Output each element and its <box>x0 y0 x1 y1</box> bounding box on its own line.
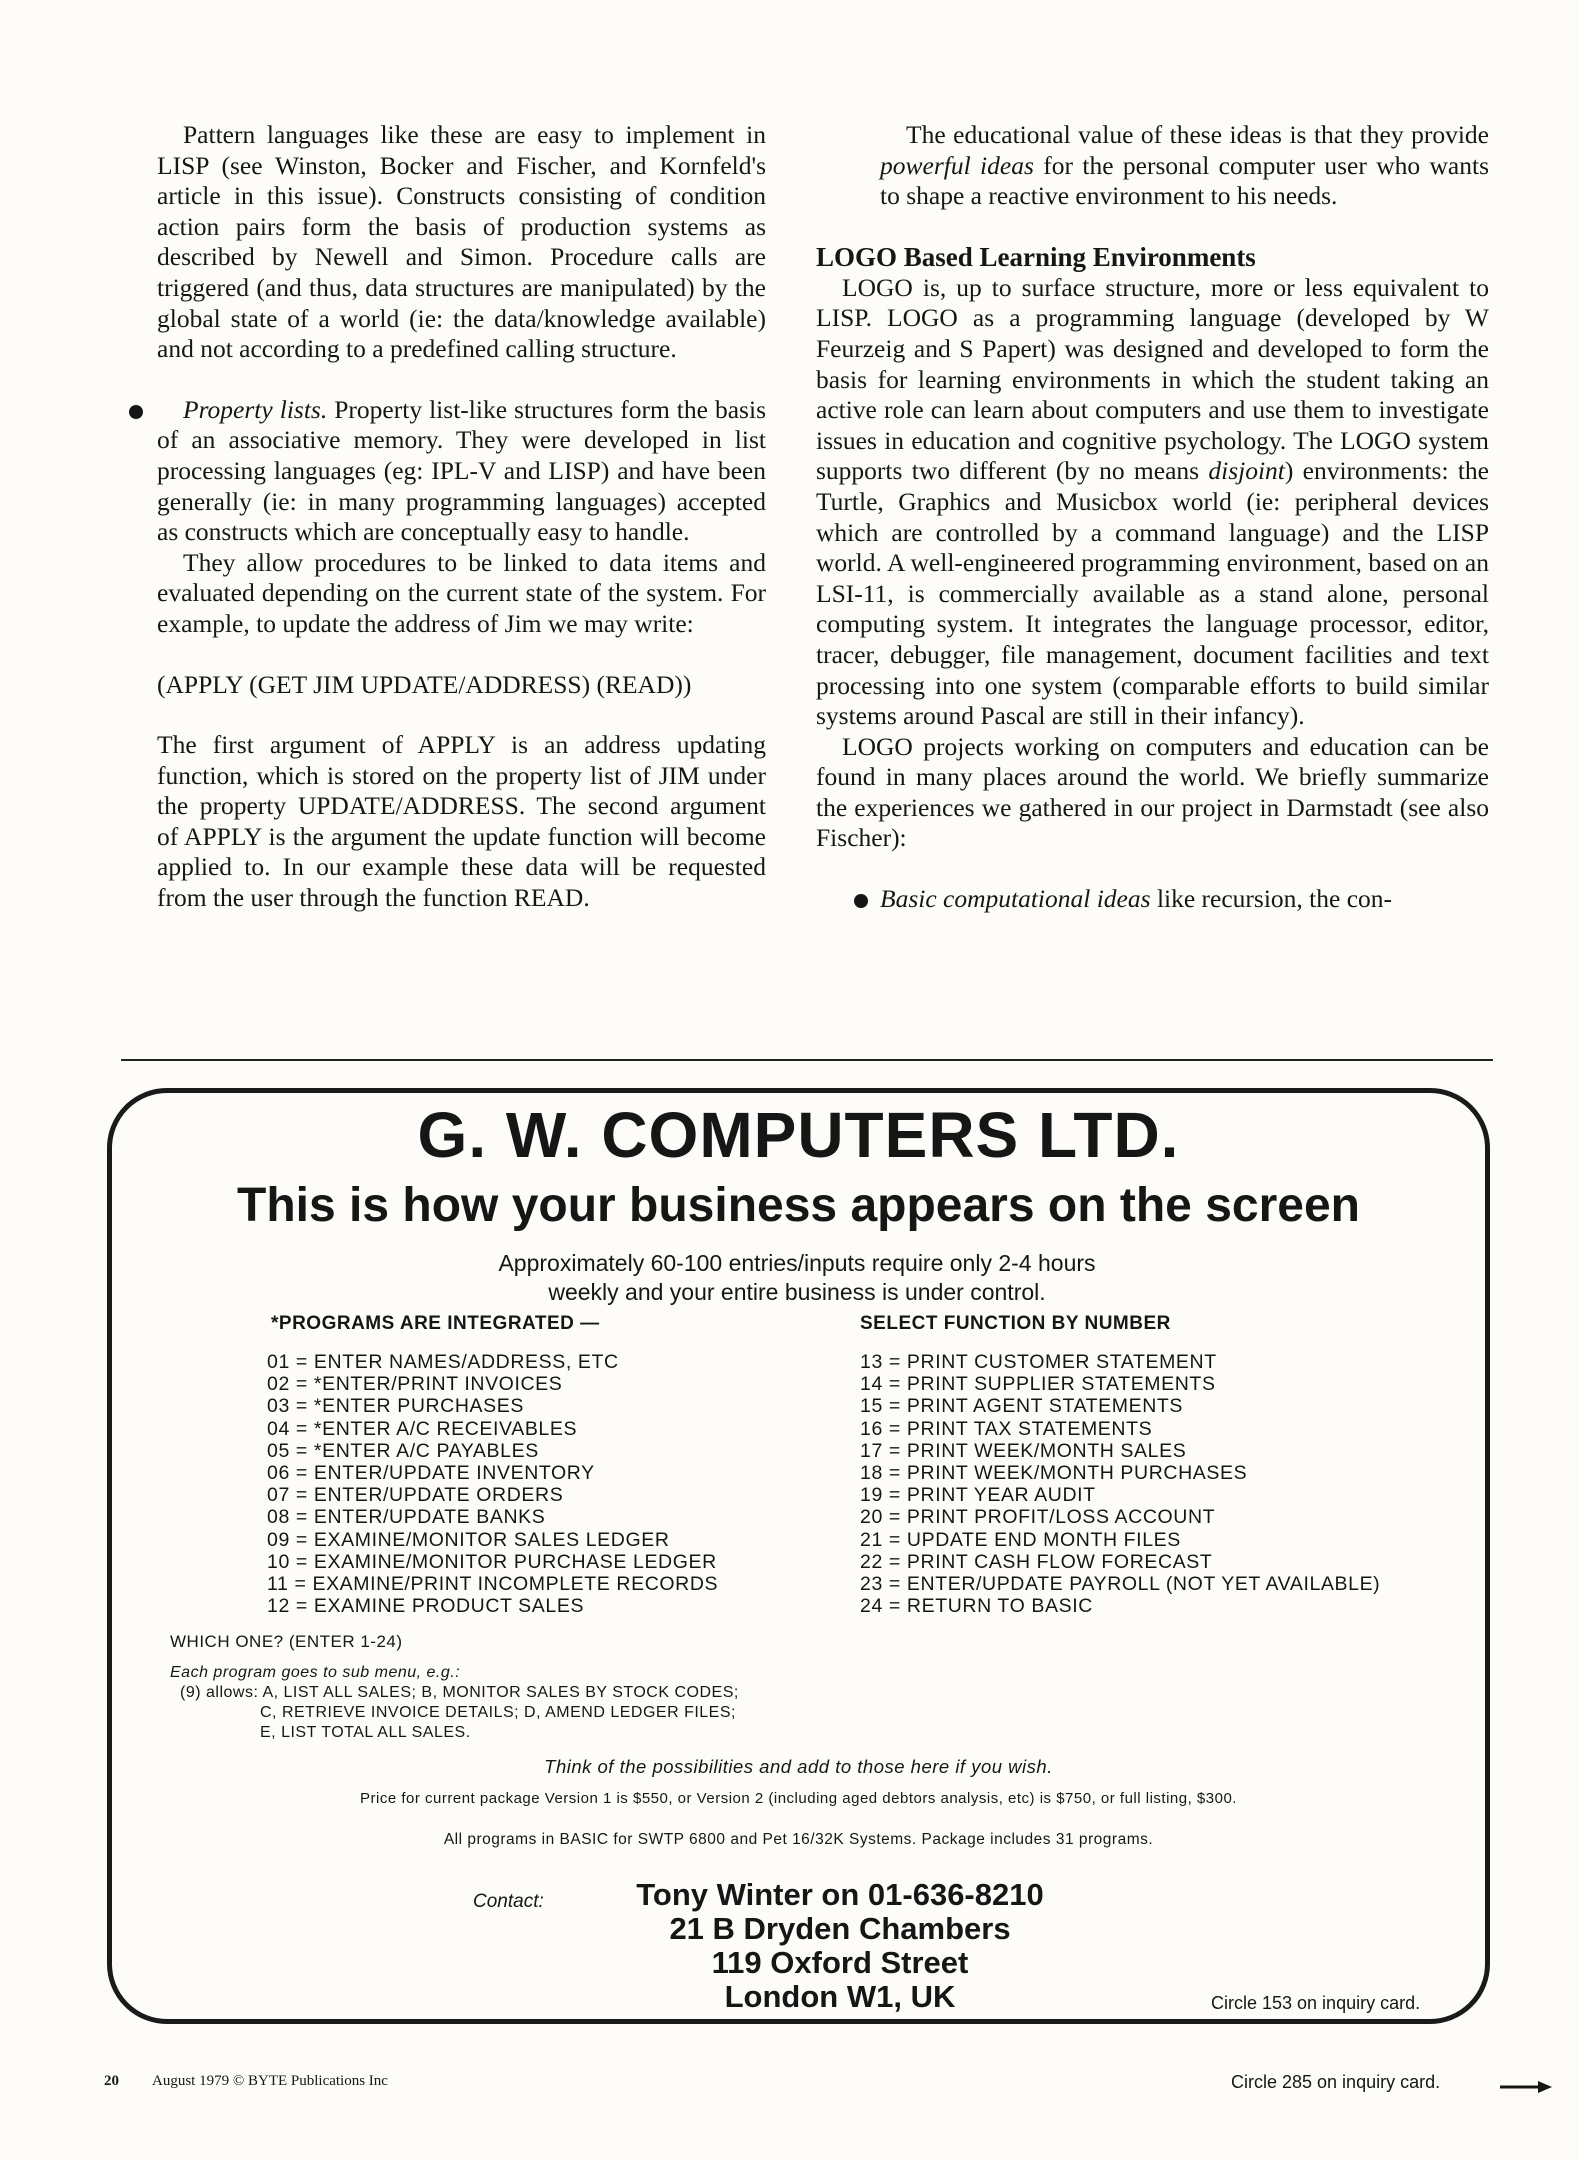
program-item: 23 = ENTER/UPDATE PAYROLL (NOT YET AVAILABLE) <box>860 1573 1381 1596</box>
emphasis: powerful ideas <box>880 150 1034 180</box>
bullet-dot-icon <box>854 894 868 908</box>
paragraph-educational-value <box>816 120 1489 212</box>
program-item: 08 = ENTER/UPDATE BANKS <box>267 1506 546 1529</box>
program-item: 20 = PRINT PROFIT/LOSS ACCOUNT <box>860 1506 1216 1529</box>
bullet-term: Property lists. <box>183 394 328 424</box>
ad-price: Price for current package Version 1 is $550, or Version 2 (including aged debtors analysis, etc) is $750, or full listing, $300. <box>360 1790 1237 1807</box>
ad-title: G. W. COMPUTERS LTD. <box>417 1099 1180 1171</box>
submenu-line: E, LIST TOTAL ALL SALES. <box>260 1724 471 1741</box>
page-number: 20 <box>104 2073 119 2089</box>
ad-intro-line: weekly and your entire business is under control. <box>548 1279 1046 1305</box>
program-item: 06 = ENTER/UPDATE INVENTORY <box>267 1462 595 1485</box>
text-run: for the personal computer user who wants to shape a reactive environment to his needs. <box>880 150 1489 211</box>
footer-inquiry: Circle 285 on inquiry card. <box>1231 2072 1441 2092</box>
arrow-right-icon <box>1500 2080 1552 2094</box>
right-program-list <box>860 1351 1380 1617</box>
article-left-column <box>157 120 766 914</box>
submenu-line: (9) allows: A, LIST ALL SALES; B, MONITOR SALES BY STOCK CODES; <box>180 1684 739 1701</box>
program-item: 16 = PRINT TAX STATEMENTS <box>860 1417 1153 1440</box>
submenu-intro: Each program goes to sub menu, e.g.: <box>170 1664 461 1681</box>
issue-credit: August 1979 © BYTE Publications Inc <box>152 2073 388 2089</box>
which-one-prompt: WHICH ONE? (ENTER 1-24) <box>170 1632 403 1651</box>
program-item: 05 = *ENTER A/C PAYABLES <box>267 1439 539 1462</box>
contact-address: 119 Oxford Street <box>711 1945 969 1980</box>
program-item: 21 = UPDATE END MONTH FILES <box>860 1528 1181 1551</box>
text-run: LOGO is, up to surface structure, more or less equivalent to LISP. LOGO as a programming language (developed by W Feurzeig and S Papert) was designed and developed to form the basis for learning environments in which the student taking an active role can learn about computers and use them to investigate issues in education and cognitive psychology. The LOGO system supports two different (by no means <box>816 272 1489 486</box>
ad-programs-note: All programs in BASIC for SWTP 6800 and Pet 16/32K Systems. Package includes 31 programs. <box>443 1831 1154 1848</box>
ad-inquiry-number: Circle 153 on inquiry card. <box>1211 1993 1421 2013</box>
program-item: 09 = EXAMINE/MONITOR SALES LEDGER <box>267 1528 670 1551</box>
emphasis: disjoint <box>1208 456 1285 486</box>
right-programs-heading: SELECT FUNCTION BY NUMBER <box>860 1313 1171 1334</box>
ad-subtitle: This is how your business appears on the screen <box>237 1179 1360 1232</box>
paragraph-procedures: They allow procedures to be linked to data items and evaluated depending on the current state of the system. For example, to update the address of Jim we may write: <box>157 547 766 638</box>
program-item: 10 = EXAMINE/MONITOR PURCHASE LEDGER <box>267 1550 717 1573</box>
code-example: (APPLY (GET JIM UPDATE/ADDRESS) (READ)) <box>157 669 692 699</box>
program-item: 04 = *ENTER A/C RECEIVABLES <box>267 1417 578 1440</box>
left-program-list <box>267 1351 718 1617</box>
contact-label: Contact: <box>473 1891 544 1912</box>
contact-address: London W1, UK <box>724 1979 956 2014</box>
program-item: 01 = ENTER NAMES/ADDRESS, ETC <box>267 1351 619 1373</box>
program-item: 22 = PRINT CASH FLOW FORECAST <box>860 1550 1213 1573</box>
bullet-term: Basic computational ideas <box>880 884 1151 914</box>
section-heading: LOGO Based Learning Environments <box>816 241 1256 272</box>
ad-intro <box>407 1249 1187 1307</box>
program-item: 18 = PRINT WEEK/MONTH PURCHASES <box>860 1462 1248 1485</box>
program-item: 13 = PRINT CUSTOMER STATEMENT <box>860 1351 1217 1373</box>
program-item: 02 = *ENTER/PRINT INVOICES <box>267 1373 563 1396</box>
bullet-dot-icon <box>129 405 143 419</box>
paragraph-logo <box>816 273 1489 732</box>
program-item: 07 = ENTER/UPDATE ORDERS <box>267 1484 564 1507</box>
program-item: 11 = EXAMINE/PRINT INCOMPLETE RECORDS <box>267 1573 719 1596</box>
paragraph-apply: The first argument of APPLY is an address updating function, which is stored on the property list of JIM under the property UPDATE/ADDRESS. The second argument of APPLY is the argument the update function will become applied to. In our example these data will be requested from the user through the function READ. <box>157 730 766 913</box>
ad-think: Think of the possibilities and add to those here if you wish. <box>544 1756 1053 1777</box>
contact-block <box>560 1878 1120 2014</box>
program-item: 03 = *ENTER PURCHASES <box>267 1395 524 1418</box>
paragraph-pattern-languages: Pattern languages like these are easy to implement in LISP (see Winston, Bocker and Fischer, and Kornfeld's article in this issue). Constructs consisting of condition action pairs form the basis of production systems as described by Newell and Simon. Procedure calls are triggered (and thus, data structures are manipulated) by the global state of a world (ie: the data/knowledge available) and not according to a predefined calling structure. <box>157 120 766 364</box>
bullet-text: like recursion, the con- <box>1150 884 1393 914</box>
paragraph-logo-projects: LOGO projects working on computers and education can be found in many places around the world. We briefly summarize the experiences we gathered in our project in Darmstadt (see also Fischer): <box>816 731 1489 853</box>
left-programs-heading: *PROGRAMS ARE INTEGRATED — <box>271 1313 600 1334</box>
contact-address: 21 B Dryden Chambers <box>669 1911 1011 1946</box>
bullet-property-lists <box>157 395 766 548</box>
text-run: ) environments: the Turtle, Graphics and Musicbox world (ie: peripheral devices which are controlled by a command language) and the LISP world. A well-engineered programming environment, based on an LSI-11, is commercially available as a stand alone, personal computing system. It integrates the language processor, editor, tracer, debugger, file management, document facilities and text processing into one system (comparable efforts to build similar systems around Pascal are still in their infancy). <box>816 456 1489 731</box>
ad-intro-line: Approximately 60-100 entries/inputs require only 2-4 hours <box>498 1250 1096 1276</box>
article-right-column <box>816 120 1489 915</box>
divider <box>121 1059 1493 1061</box>
submenu-line: C, RETRIEVE INVOICE DETAILS; D, AMEND LEDGER FILES; <box>260 1704 736 1721</box>
bullet-basic-ideas <box>816 884 1489 915</box>
program-item: 15 = PRINT AGENT STATEMENTS <box>860 1395 1184 1418</box>
program-item: 14 = PRINT SUPPLIER STATEMENTS <box>860 1373 1216 1396</box>
program-item: 12 = EXAMINE PRODUCT SALES <box>267 1595 585 1618</box>
contact-name: Tony Winter on 01-636-8210 <box>636 1877 1044 1912</box>
program-item: 17 = PRINT WEEK/MONTH SALES <box>860 1439 1187 1462</box>
bullet-text: Property list-like structures form the basis of an associative memory. They were developed in list processing languages (eg: IPL-V and LISP) and have been generally (ie: in many programming languages) accepted as constructs which are conceptually easy to handle. <box>157 394 766 547</box>
program-item: 19 = PRINT YEAR AUDIT <box>860 1484 1096 1507</box>
text-run: The educational value of these ideas is that they provide <box>906 120 1489 149</box>
program-item: 24 = RETURN TO BASIC <box>860 1595 1093 1618</box>
